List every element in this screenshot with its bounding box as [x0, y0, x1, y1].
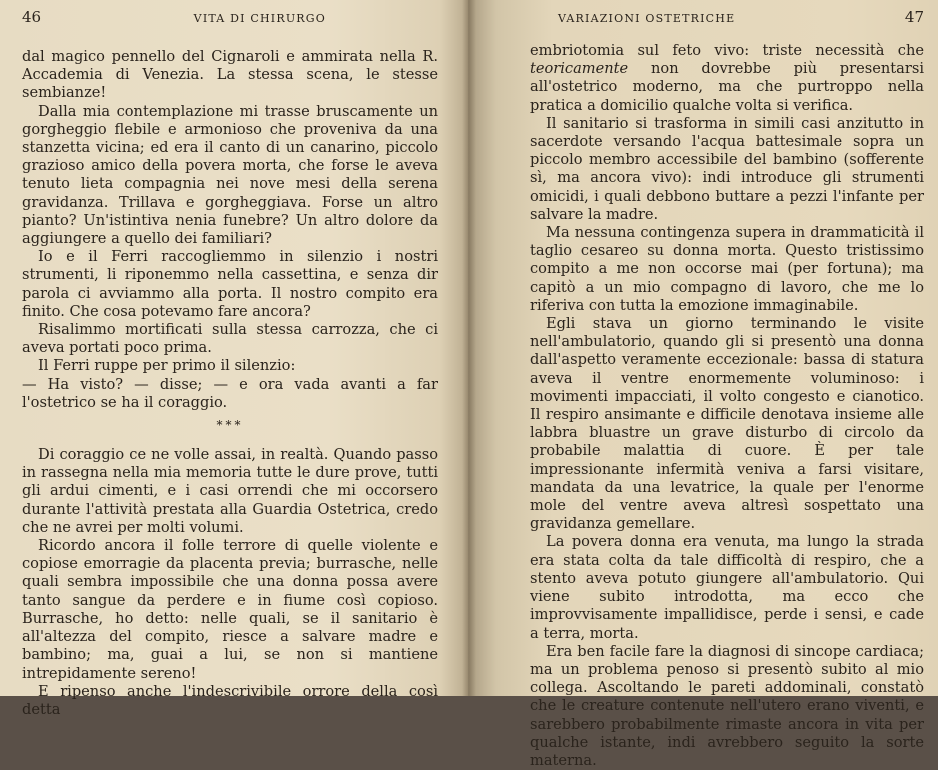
italic-word: teoricamente — [530, 60, 629, 78]
paragraph: Dalla mia contemplazione mi trasse bruscamente un gorgheggio flebile e armonioso che proveniva da una stanzetta vicina; ed era il canto di un canarino, piccolo grazioso amico della povera morta, che forse le aveva tenuto lieta compagnia nei nove mesi della serena gravidanza. Trillava e gorgheggiava. Forse un altro pianto? Un'istintiva nenia funebre? Un altro dolore da aggiungere a quello dei familiari? — [22, 102, 438, 248]
left-page-number: 46 — [22, 8, 42, 26]
paragraph: Il Ferri ruppe per primo il silenzio: — [38, 357, 296, 375]
paragraph-text: embriotomia sul feto vivo: triste necessità che — [530, 42, 924, 59]
paragraph: — Ha visto? — disse; — e ora vada avanti a far l'ostetrico se ha il coraggio. — [22, 375, 438, 411]
paragraph: Il sanitario si trasforma in simili casi anzitutto in sacerdote versando l'acqua battesimale sopra un piccolo membro accessibile del bambino (sofferente sì, ma ancora vivo): indi introduce gli strumenti omicidi, i quali debbono buttare a pezzi l'infante per salvare la madre. — [530, 114, 924, 223]
paragraph: Egli stava un giorno terminando le visite nell'ambulatorio, quando gli si presentò una donna dall'aspetto veramente eccezionale: bassa di statura aveva il ventre enormemente voluminoso: i movimenti impacciati, il volto congesto e cianotico. Il respiro ansimante e difficile denotava insieme alle labbra bluastre un grave disturbo di circolo da probabile malattia di cuore. È per tale impressionante infermità veniva a farsi visitare, mandata da una levatrice, la quale per l'enorme mole del ventre aveva altresì sospettato una gravidanza gemellare. — [530, 315, 924, 533]
paragraph-text: non dovrebbe più presentarsi all'ostetrico moderno, ma che purtroppo nella pratica a domicilio qualche volta si verifica. — [530, 60, 924, 114]
left-page-text — [22, 48, 438, 719]
paragraph: Risalimmo mortificati sulla stessa carrozza, che ci aveva portati poco prima. — [22, 321, 438, 357]
paragraph: dal magico pennello del Cignaroli e ammirata nella R. Accademia di Venezia. La stessa scena, le stesse sembianze! — [22, 48, 438, 102]
section-separator: *** — [216, 418, 244, 433]
book-gutter — [462, 0, 476, 696]
right-page-text — [530, 42, 924, 770]
paragraph: E ripenso anche l'indescrivibile orrore della così detta — [22, 682, 438, 718]
paragraph: Era ben facile fare la diagnosi di sincope cardiaca; ma un problema penoso si presentò subito al mio collega. Ascoltando le pareti addominali, constatò che le creature contenute nell'utero erano viventi, e sarebbero probabilmente rimaste ancora in vita per qualche istante, indi avrebbero seguito la sorte materna. — [530, 642, 924, 769]
right-page-header — [530, 8, 924, 34]
paragraph — [530, 42, 924, 115]
paragraph: Ma nessuna contingenza supera in drammaticità il taglio cesareo su donna morta. Questo tristissimo compito a me non occorse mai (per fortuna); ma capitò a un mio compagno di lavoro, che me lo riferiva con tutta la emozione immaginabile. — [530, 224, 924, 314]
left-page — [0, 0, 468, 718]
paragraph: Ricordo ancora il folle terrore di quelle violente e copiose emorragie da placenta previa; burrasche, nelle quali sembra impossibile che una donna possa avere tanto sangue da perdere e in fiume così copioso. Burrasche, ho detto: nelle quali, se il sanitario è all'altezza del compito, riesce a salvare madre e bambino; ma, guai a lui, se non si mantiene intrepidamente sereno! — [22, 537, 438, 682]
left-running-title: VITA DI CHIRURGO — [193, 12, 326, 25]
right-running-title: VARIAZIONI OSTETRICHE — [558, 12, 736, 25]
paragraph: Io e il Ferri raccogliemmo in silenzio i nostri strumenti, li riponemmo nella cassettina, e senza dir parola ci avviammo alla porta. Il nostro compito era finito. Che cosa potevamo fare ancora? — [22, 248, 438, 320]
left-page-header — [22, 8, 438, 34]
paragraph: La povera donna era venuta, ma lungo la strada era stata colta da tale difficoltà di respiro, che a stento aveva potuto giungere all'ambulatorio. Qui viene subito introdotta, ma ecco che improvvisamente impallidisce, perde i sensi, e cade a terra, morta. — [530, 533, 924, 642]
right-page — [468, 0, 938, 769]
paragraph: Di coraggio ce ne volle assai, in realtà. Quando passo in rassegna nella mia memoria tutte le dure prove, tutti gli ardui cimenti, e i casi orrendi che mi occorsero durante l'attività prestata alla Guardia Ostetrica, credo che ne avrei per molti volumi. — [22, 446, 438, 536]
right-page-number: 47 — [904, 8, 924, 26]
